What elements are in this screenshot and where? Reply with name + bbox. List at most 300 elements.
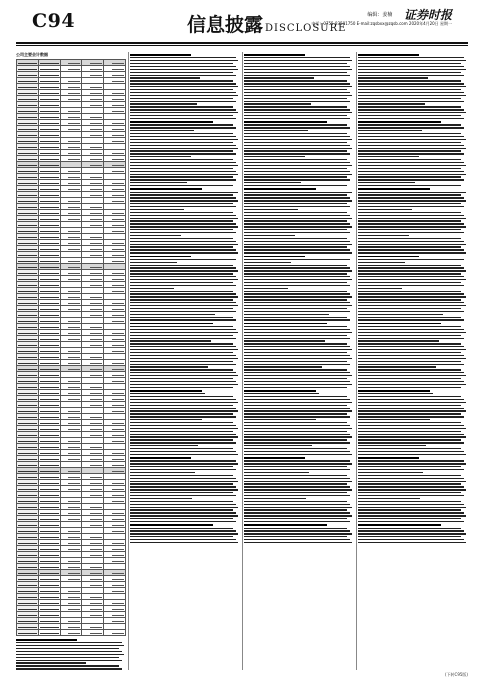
text-line	[130, 340, 211, 341]
cell-text	[112, 393, 124, 394]
cell-text	[68, 129, 80, 130]
text-line	[358, 200, 466, 201]
cell-text	[68, 543, 80, 544]
cell-text	[68, 117, 80, 118]
cell-text	[112, 369, 124, 370]
text-line	[244, 223, 350, 224]
text-line	[244, 60, 352, 61]
text-line	[244, 270, 352, 271]
cell-text	[90, 297, 102, 298]
cell-text	[18, 561, 37, 562]
cell-text	[90, 627, 102, 628]
cell-text	[18, 117, 37, 118]
text-line	[130, 308, 233, 309]
text-line	[244, 512, 350, 513]
cell-text	[90, 309, 102, 310]
cell-text	[112, 405, 124, 406]
text-line	[244, 530, 350, 531]
text-heading	[358, 54, 419, 56]
text-heading	[16, 639, 77, 641]
text-line	[358, 448, 461, 449]
text-line	[358, 203, 461, 204]
text-line	[130, 352, 233, 353]
text-line	[358, 92, 464, 93]
cell-text	[68, 471, 80, 472]
text-line	[130, 86, 238, 87]
cell-text	[90, 405, 102, 406]
cell-text	[40, 363, 59, 364]
cell-text	[90, 465, 102, 466]
cell-text	[68, 297, 80, 298]
text-line	[130, 92, 236, 93]
text-line	[244, 95, 352, 96]
text-line	[244, 381, 350, 382]
text-line	[358, 469, 464, 470]
cell-text	[68, 363, 80, 364]
cell-text	[18, 447, 37, 448]
text-line	[130, 252, 238, 253]
text-line	[244, 168, 347, 169]
cell-text	[18, 219, 37, 220]
cell-text	[18, 465, 37, 466]
cell-text	[18, 291, 37, 292]
cell-text	[68, 501, 80, 502]
cell-text	[112, 483, 124, 484]
cell-text	[90, 267, 102, 268]
text-line	[358, 176, 461, 177]
text-line	[244, 495, 350, 496]
text-line	[130, 139, 238, 140]
cell-text	[90, 195, 102, 196]
cell-text	[18, 297, 37, 298]
cell-text	[18, 471, 37, 472]
text-heading	[130, 457, 191, 459]
text-line	[244, 375, 352, 376]
cell-text	[18, 111, 37, 112]
text-line	[244, 282, 347, 283]
cell-text	[68, 453, 80, 454]
text-line	[244, 311, 350, 312]
cell-text	[112, 603, 124, 604]
cell-text	[112, 501, 124, 502]
cell-text	[40, 429, 59, 430]
text-line	[244, 475, 347, 476]
text-line	[130, 378, 233, 379]
text-line	[130, 305, 238, 306]
cell-text	[40, 561, 59, 562]
text-line	[358, 288, 402, 289]
cell-text	[18, 309, 37, 310]
text-line	[130, 317, 233, 318]
text-line	[358, 355, 464, 356]
cell-text	[68, 549, 80, 550]
cell-text	[112, 621, 124, 622]
cell-text	[40, 573, 59, 574]
text-line	[130, 159, 233, 160]
cell-text	[18, 411, 37, 412]
cell-text	[40, 297, 59, 298]
text-line	[130, 220, 233, 221]
text-line	[358, 466, 461, 467]
text-line	[130, 416, 236, 417]
text-line	[358, 179, 464, 180]
cell-text	[68, 93, 80, 94]
cell-text	[18, 555, 37, 556]
cell-text	[40, 351, 59, 352]
text-line	[358, 130, 422, 131]
cell-text	[68, 321, 80, 322]
text-line	[130, 434, 236, 435]
text-line	[244, 451, 350, 452]
text-heading	[130, 188, 202, 190]
cell-text	[18, 543, 37, 544]
text-line	[244, 445, 312, 446]
text-line	[130, 291, 233, 292]
text-line	[358, 512, 464, 513]
text-line	[130, 314, 215, 315]
text-line	[130, 194, 233, 195]
text-line	[130, 103, 197, 104]
cell-text	[40, 207, 59, 208]
text-line	[244, 209, 298, 210]
text-line	[16, 651, 122, 652]
cell-text	[18, 255, 37, 256]
cell-text	[90, 105, 102, 106]
cell-text	[90, 525, 102, 526]
text-line	[130, 206, 236, 207]
text-line	[358, 296, 466, 297]
text-line	[130, 366, 208, 367]
text-line	[130, 463, 238, 464]
cell-text	[112, 99, 124, 100]
text-line	[358, 387, 461, 388]
cell-text	[68, 69, 80, 70]
text-line	[358, 246, 461, 247]
text-line	[358, 375, 466, 376]
text-line	[358, 381, 464, 382]
cell-text	[18, 303, 37, 304]
text-line	[130, 109, 236, 110]
text-line	[358, 101, 464, 102]
text-line	[244, 387, 347, 388]
text-line	[244, 355, 350, 356]
cell-text	[90, 123, 102, 124]
text-line	[358, 185, 461, 186]
cell-text	[90, 153, 102, 154]
text-line	[244, 422, 347, 423]
cell-text	[40, 393, 59, 394]
cell-text	[68, 291, 80, 292]
text-line	[130, 509, 233, 510]
cell-text	[18, 357, 37, 358]
text-line	[244, 489, 352, 490]
text-line	[358, 133, 461, 134]
cell-text	[40, 93, 59, 94]
cell-text	[90, 543, 102, 544]
cell-text	[40, 153, 59, 154]
text-heading	[358, 121, 441, 123]
text-heading	[130, 390, 202, 392]
cell-text	[112, 225, 124, 226]
cell-text	[18, 381, 37, 382]
text-line	[358, 486, 464, 487]
cell-text	[40, 159, 59, 160]
text-line	[358, 358, 466, 359]
cell-text	[40, 183, 59, 184]
cell-text	[18, 621, 37, 622]
cell-text	[90, 87, 102, 88]
text-line	[244, 92, 350, 93]
text-heading	[244, 256, 305, 258]
text-line	[244, 145, 350, 146]
text-line	[244, 109, 350, 110]
text-line	[358, 352, 461, 353]
cell-text	[68, 567, 80, 568]
cell-text	[40, 255, 59, 256]
cell-text	[68, 249, 80, 250]
cell-text	[90, 603, 102, 604]
cell-text	[40, 411, 59, 412]
text-line	[244, 486, 350, 487]
cell-text	[112, 351, 124, 352]
text-line	[358, 314, 443, 315]
text-line	[358, 372, 464, 373]
cell-text	[112, 279, 124, 280]
text-line	[358, 285, 464, 286]
text-line	[130, 481, 238, 482]
text-line	[244, 308, 347, 309]
cell-text	[90, 513, 102, 514]
text-line	[358, 182, 415, 183]
cell-text	[112, 381, 124, 382]
text-line	[130, 319, 236, 320]
text-line	[130, 425, 236, 426]
cell-text	[18, 165, 37, 166]
text-line	[130, 118, 236, 119]
cell-text	[18, 417, 37, 418]
cell-text	[40, 141, 59, 142]
section-title-en: DISCLOSURE	[265, 23, 347, 34]
cell-text	[40, 249, 59, 250]
cell-text	[18, 633, 37, 634]
cell-text	[40, 465, 59, 466]
cell-text	[68, 369, 80, 370]
text-line	[358, 393, 433, 394]
cell-text	[112, 213, 124, 214]
cell-text	[40, 171, 59, 172]
text-line	[244, 220, 347, 221]
cell-text	[112, 399, 124, 400]
text-line	[244, 276, 350, 277]
text-line	[130, 518, 233, 519]
text-line	[358, 405, 461, 406]
cell-text	[68, 231, 80, 232]
text-line	[358, 536, 461, 537]
text-line	[244, 206, 350, 207]
cell-text	[90, 93, 102, 94]
cell-text	[18, 231, 37, 232]
text-line	[16, 642, 122, 643]
text-line	[358, 276, 464, 277]
text-line	[358, 308, 461, 309]
text-line	[130, 212, 233, 213]
text-line	[358, 384, 466, 385]
text-line	[358, 291, 461, 292]
text-line	[130, 77, 200, 78]
text-line	[244, 130, 308, 131]
cell-text	[18, 579, 37, 580]
cell-text	[40, 567, 59, 568]
cell-text	[40, 99, 59, 100]
text-line	[244, 142, 347, 143]
text-line	[358, 115, 461, 116]
text-line	[130, 436, 238, 437]
cell-text	[90, 189, 102, 190]
text-line	[358, 66, 464, 67]
cell-text	[18, 627, 37, 628]
cell-text	[18, 387, 37, 388]
cell-text	[90, 495, 102, 496]
cell-text	[18, 603, 37, 604]
text-line	[244, 252, 352, 253]
text-line	[244, 101, 350, 102]
text-line	[244, 197, 350, 198]
cell-text	[68, 483, 80, 484]
text-line	[358, 483, 461, 484]
cell-text	[40, 135, 59, 136]
text-line	[358, 159, 461, 160]
cell-text	[18, 369, 37, 370]
text-line	[130, 171, 236, 172]
text-line	[358, 148, 466, 149]
text-line	[130, 235, 181, 236]
text-line	[130, 402, 238, 403]
cell-text	[112, 75, 124, 76]
cell-text	[40, 459, 59, 460]
text-line	[358, 103, 425, 104]
cell-text	[40, 615, 59, 616]
cell-text	[68, 441, 80, 442]
text-line	[130, 533, 238, 534]
column-divider	[242, 52, 243, 670]
cell-text	[112, 321, 124, 322]
text-line	[358, 86, 466, 87]
cell-text	[18, 267, 37, 268]
text-line	[244, 244, 352, 245]
cell-text	[112, 453, 124, 454]
cell-text	[90, 555, 102, 556]
cell-text	[90, 303, 102, 304]
cell-text	[112, 435, 124, 436]
cell-text	[68, 447, 80, 448]
cell-text	[40, 189, 59, 190]
cell-text	[40, 435, 59, 436]
cell-text	[68, 213, 80, 214]
cell-text	[18, 597, 37, 598]
cell-text	[112, 339, 124, 340]
cell-text	[18, 147, 37, 148]
cell-text	[40, 87, 59, 88]
cell-text	[40, 543, 59, 544]
cell-text	[90, 147, 102, 148]
cell-text	[68, 561, 80, 562]
cell-text	[90, 369, 102, 370]
text-line	[130, 229, 233, 230]
text-line	[244, 469, 350, 470]
text-line	[358, 349, 466, 350]
cell-text	[68, 309, 80, 310]
cell-text	[18, 135, 37, 136]
table-row	[17, 630, 126, 636]
contact-line: 电话：0755-83501750 E-mail:zqsbxx@zqsb.com	[311, 21, 408, 26]
text-line	[358, 162, 464, 163]
text-line	[358, 235, 409, 236]
cell-text	[40, 339, 59, 340]
text-line	[130, 285, 236, 286]
text-line	[130, 282, 233, 283]
text-line	[130, 375, 238, 376]
cell-text	[112, 141, 124, 142]
cell-text	[90, 213, 102, 214]
text-line	[130, 399, 236, 400]
text-line	[358, 165, 466, 166]
text-line	[130, 209, 184, 210]
text-line	[130, 238, 233, 239]
cell-text	[68, 519, 80, 520]
text-line	[130, 215, 236, 216]
cell-text	[112, 315, 124, 316]
text-line	[358, 77, 428, 78]
cell-text	[68, 537, 80, 538]
text-line	[358, 509, 461, 510]
cell-text	[40, 453, 59, 454]
cell-text	[90, 489, 102, 490]
text-line	[244, 402, 352, 403]
text-line	[130, 332, 238, 333]
text-line	[244, 305, 352, 306]
text-line	[244, 372, 350, 373]
text-line	[358, 109, 464, 110]
text-line	[358, 542, 466, 543]
cell-text	[68, 219, 80, 220]
cell-text	[40, 111, 59, 112]
text-line	[358, 475, 461, 476]
cell-text	[40, 447, 59, 448]
text-line	[130, 136, 236, 137]
text-heading	[244, 457, 305, 459]
text-line	[130, 299, 233, 300]
text-line	[130, 349, 238, 350]
text-line	[130, 396, 233, 397]
text-line	[130, 311, 236, 312]
text-line	[358, 478, 464, 479]
text-line	[244, 492, 347, 493]
text-line	[16, 660, 122, 661]
cell-text	[112, 111, 124, 112]
text-line	[130, 156, 191, 157]
cell-text	[68, 237, 80, 238]
text-line	[358, 501, 461, 502]
text-line	[358, 197, 464, 198]
text-line	[244, 176, 347, 177]
text-line	[244, 507, 352, 508]
cell-text	[40, 213, 59, 214]
text-line	[358, 293, 464, 294]
cell-text	[112, 423, 124, 424]
masthead	[16, 0, 468, 36]
text-line	[130, 226, 238, 227]
cell-text	[18, 153, 37, 154]
